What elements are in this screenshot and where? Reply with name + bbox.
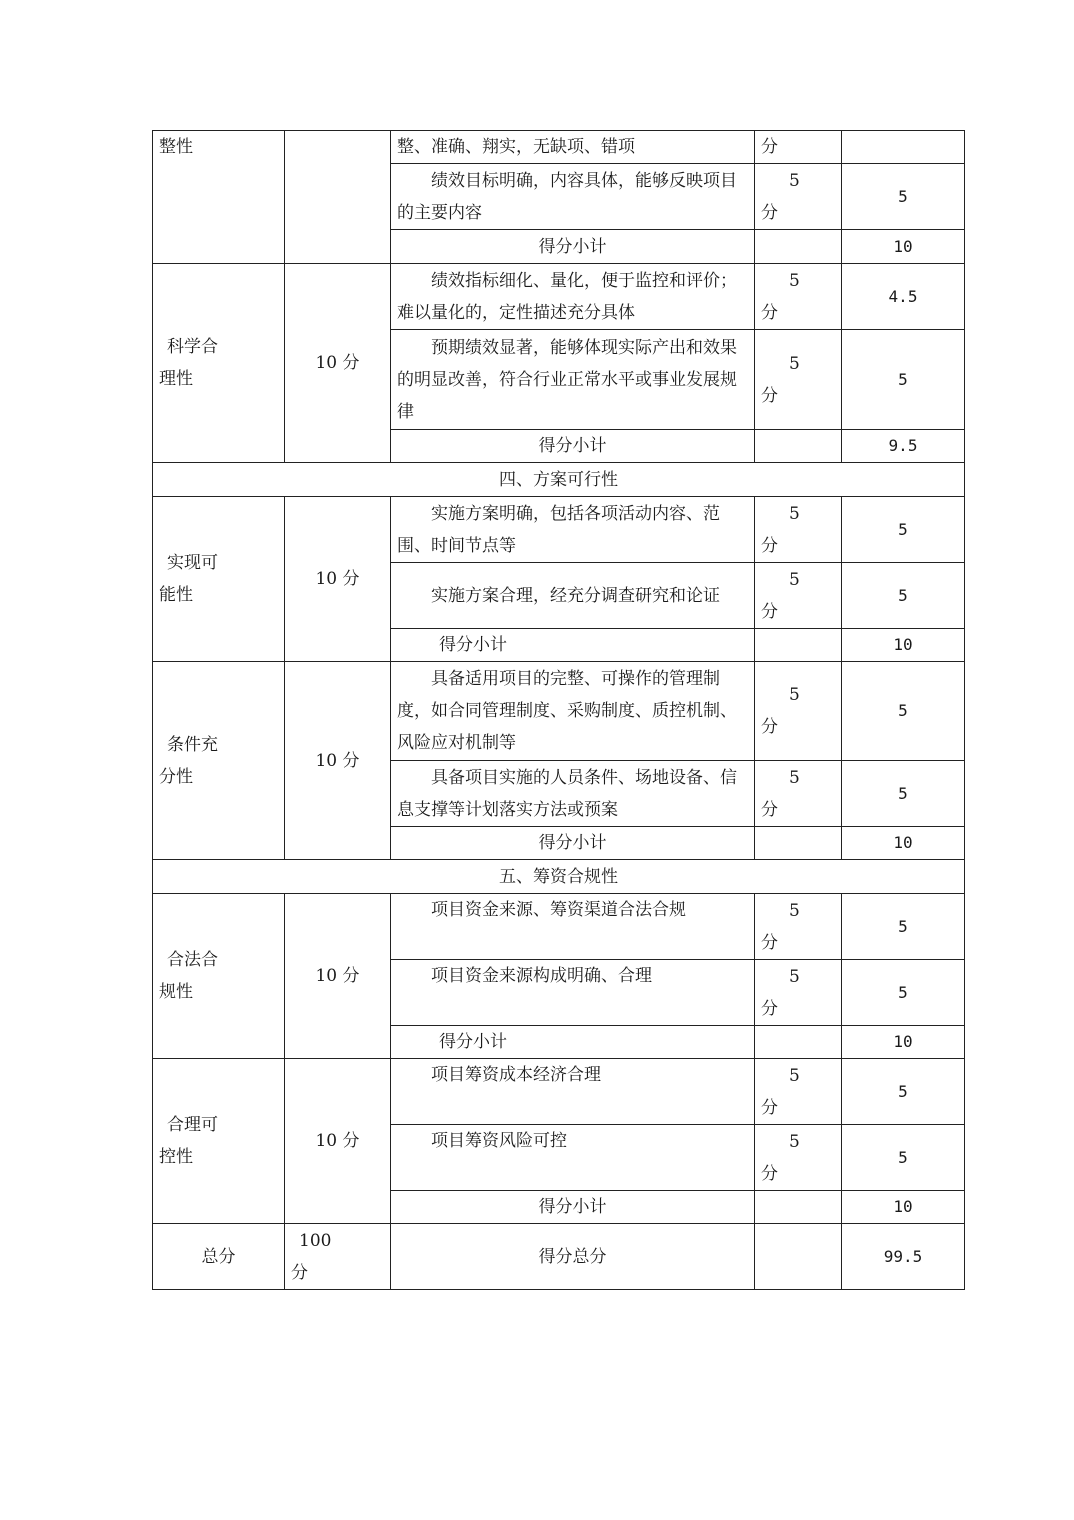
points-cell bbox=[755, 131, 842, 164]
section-title-text: 五、筹资合规性 bbox=[499, 866, 618, 887]
points-unit: 分 bbox=[761, 302, 778, 323]
table-row bbox=[153, 662, 965, 761]
criteria-text: 项目资金来源构成明确、合理 bbox=[431, 966, 652, 986]
subtotal-label bbox=[391, 629, 755, 662]
points-cell bbox=[755, 1191, 842, 1224]
criteria-cell bbox=[391, 761, 755, 827]
indicator-name-text: 整性 bbox=[159, 137, 193, 157]
table-row bbox=[153, 131, 965, 164]
weight-text: 10 分 bbox=[315, 1131, 360, 1151]
section-header-row bbox=[153, 860, 965, 894]
subtotal-value: 10 bbox=[893, 1032, 913, 1051]
criteria-cell bbox=[391, 131, 755, 164]
indicator-weight bbox=[285, 264, 391, 463]
criteria-text: 绩效目标明确，内容具体，能够反映项目的主要内容 bbox=[397, 170, 737, 223]
subtotal-value: 9.5 bbox=[888, 436, 918, 455]
subtotal-score bbox=[842, 1191, 965, 1224]
indicator-name-text: 条件充 bbox=[167, 734, 218, 755]
score-value: 5 bbox=[898, 186, 908, 206]
points-value: 5 bbox=[789, 170, 800, 191]
subtotal-label bbox=[391, 1191, 755, 1224]
section-header-row bbox=[153, 463, 965, 497]
score-value: 5 bbox=[898, 1081, 908, 1101]
points-cell bbox=[755, 894, 842, 960]
total-score-label bbox=[391, 1224, 755, 1290]
subtotal-label bbox=[391, 230, 755, 264]
criteria-cell bbox=[391, 662, 755, 761]
criteria-cell bbox=[391, 264, 755, 330]
criteria-cell bbox=[391, 960, 755, 1026]
subtotal-score bbox=[842, 230, 965, 264]
indicator-name-text: 合法合 bbox=[167, 950, 218, 970]
subtotal-label bbox=[391, 827, 755, 860]
subtotal-score bbox=[842, 827, 965, 860]
subtotal-value: 10 bbox=[893, 833, 913, 852]
points-value: 5 bbox=[789, 503, 800, 524]
indicator-name-text: 规性 bbox=[159, 982, 193, 1002]
total-weight-unit: 分 bbox=[291, 1262, 308, 1283]
points-cell bbox=[755, 264, 842, 330]
points-cell bbox=[755, 164, 842, 230]
weight-text: 10 分 bbox=[315, 569, 360, 589]
score-cell bbox=[842, 662, 965, 761]
criteria-cell bbox=[391, 164, 755, 230]
points-cell bbox=[755, 1026, 842, 1059]
points-value: 5 bbox=[789, 966, 800, 987]
points-cell bbox=[755, 563, 842, 629]
section-title bbox=[153, 860, 965, 894]
subtotal-label-text: 得分小计 bbox=[439, 635, 507, 655]
points-cell bbox=[755, 1059, 842, 1125]
score-cell bbox=[842, 1125, 965, 1191]
indicator-name bbox=[153, 894, 285, 1059]
subtotal-label-text: 得分小计 bbox=[538, 1197, 607, 1217]
indicator-name bbox=[153, 662, 285, 860]
points-cell bbox=[755, 1125, 842, 1191]
criteria-cell bbox=[391, 1125, 755, 1191]
points-unit: 分 bbox=[761, 1163, 778, 1184]
criteria-text: 实施方案明确，包括各项活动内容、范围、时间节点等 bbox=[397, 503, 720, 556]
points-cell bbox=[755, 330, 842, 430]
criteria-text: 项目筹资风险可控 bbox=[431, 1131, 567, 1151]
score-value: 5 bbox=[898, 916, 908, 936]
points-unit: 分 bbox=[761, 1097, 778, 1118]
points-unit: 分 bbox=[761, 799, 778, 820]
points-unit: 分 bbox=[761, 932, 778, 953]
score-value: 5 bbox=[898, 1147, 908, 1167]
score-cell bbox=[842, 330, 965, 430]
points-value: 5 bbox=[789, 685, 800, 705]
weight-text: 10 分 bbox=[315, 353, 360, 373]
points-unit: 分 bbox=[761, 137, 778, 157]
points-cell bbox=[755, 629, 842, 662]
subtotal-score bbox=[842, 1026, 965, 1059]
criteria-cell bbox=[391, 497, 755, 563]
subtotal-label bbox=[391, 1026, 755, 1059]
criteria-text: 项目筹资成本经济合理 bbox=[431, 1065, 601, 1085]
table-row bbox=[153, 264, 965, 330]
total-score-label-text: 得分总分 bbox=[538, 1246, 607, 1267]
subtotal-score bbox=[842, 430, 965, 463]
section-title-text: 四、方案可行性 bbox=[499, 469, 618, 490]
points-value: 5 bbox=[789, 569, 800, 590]
points-unit: 分 bbox=[761, 601, 778, 622]
score-cell bbox=[842, 497, 965, 563]
criteria-text: 具备适用项目的完整、可操作的管理制度，如合同管理制度、采购制度、质控机制、风险应对机制等 bbox=[397, 669, 737, 753]
points-value: 5 bbox=[789, 767, 800, 788]
criteria-cell bbox=[391, 330, 755, 430]
score-value: 5 bbox=[898, 701, 908, 720]
score-cell bbox=[842, 131, 965, 164]
points-value: 5 bbox=[789, 270, 800, 291]
indicator-name-text: 能性 bbox=[159, 585, 193, 605]
indicator-name-text: 科学合 bbox=[167, 337, 218, 357]
subtotal-label bbox=[391, 430, 755, 463]
total-label-text: 总分 bbox=[201, 1246, 236, 1267]
points-value: 5 bbox=[789, 353, 800, 374]
indicator-name-text: 分性 bbox=[159, 766, 193, 787]
criteria-cell bbox=[391, 1059, 755, 1125]
subtotal-label-text: 得分小计 bbox=[538, 833, 607, 853]
indicator-name-text: 理性 bbox=[159, 369, 193, 389]
criteria-text: 绩效指标细化、量化，便于监控和评价；难以量化的，定性描述充分具体 bbox=[397, 270, 737, 323]
score-value: 4.5 bbox=[888, 286, 918, 306]
indicator-name-text: 合理可 bbox=[167, 1115, 218, 1135]
points-value: 5 bbox=[789, 900, 800, 921]
subtotal-value: 10 bbox=[893, 1197, 913, 1216]
criteria-cell bbox=[391, 894, 755, 960]
subtotal-value: 10 bbox=[893, 236, 913, 256]
indicator-name-text: 实现可 bbox=[167, 553, 218, 573]
points-cell bbox=[755, 230, 842, 264]
points-unit: 分 bbox=[761, 998, 778, 1019]
score-cell bbox=[842, 563, 965, 629]
indicator-weight bbox=[285, 894, 391, 1059]
subtotal-value: 10 bbox=[893, 635, 913, 654]
indicator-weight bbox=[285, 131, 391, 264]
total-score bbox=[842, 1224, 965, 1290]
criteria-text: 预期绩效显著，能够体现实际产出和效果的明显改善，符合行业正常水平或事业发展规律 bbox=[397, 337, 737, 422]
points-unit: 分 bbox=[761, 385, 778, 406]
subtotal-label-text: 得分小计 bbox=[538, 436, 607, 456]
points-unit: 分 bbox=[761, 202, 778, 223]
subtotal-label-text: 得分小计 bbox=[439, 1032, 507, 1052]
score-cell bbox=[842, 264, 965, 330]
points-cell bbox=[755, 960, 842, 1026]
points-cell bbox=[755, 430, 842, 463]
indicator-weight bbox=[285, 497, 391, 662]
indicator-weight bbox=[285, 662, 391, 860]
points-cell bbox=[755, 497, 842, 563]
score-cell bbox=[842, 1059, 965, 1125]
points-cell bbox=[755, 662, 842, 761]
table-row bbox=[153, 1059, 965, 1125]
indicator-name-text: 控性 bbox=[159, 1147, 193, 1167]
weight-text: 10 分 bbox=[315, 966, 360, 986]
section-title bbox=[153, 463, 965, 497]
points-unit: 分 bbox=[761, 717, 778, 737]
points-unit: 分 bbox=[761, 535, 778, 556]
criteria-text: 实施方案合理，经充分调查研究和论证 bbox=[431, 585, 720, 606]
criteria-text: 整、准确、翔实，无缺项、错项 bbox=[397, 137, 635, 157]
subtotal-label-text: 得分小计 bbox=[538, 236, 607, 257]
points-value: 5 bbox=[789, 1065, 800, 1086]
points-cell bbox=[755, 761, 842, 827]
points-cell bbox=[755, 827, 842, 860]
score-value: 5 bbox=[898, 519, 908, 539]
subtotal-score bbox=[842, 629, 965, 662]
total-weight bbox=[285, 1224, 391, 1290]
criteria-cell bbox=[391, 563, 755, 629]
total-weight-value: 100 bbox=[299, 1230, 332, 1251]
points-cell bbox=[755, 1224, 842, 1290]
score-cell bbox=[842, 164, 965, 230]
indicator-name bbox=[153, 131, 285, 264]
criteria-text: 项目资金来源、筹资渠道合法合规 bbox=[431, 900, 686, 920]
score-value: 5 bbox=[898, 585, 908, 605]
table-row bbox=[153, 894, 965, 960]
total-label bbox=[153, 1224, 285, 1290]
score-cell bbox=[842, 761, 965, 827]
points-value: 5 bbox=[789, 1131, 800, 1152]
table-row bbox=[153, 497, 965, 563]
score-table bbox=[152, 130, 965, 1290]
score-value: 5 bbox=[898, 783, 908, 803]
total-score-value: 99.5 bbox=[883, 1246, 923, 1266]
score-cell bbox=[842, 894, 965, 960]
total-row bbox=[153, 1224, 965, 1290]
score-value: 5 bbox=[898, 369, 908, 389]
score-value: 5 bbox=[898, 982, 908, 1002]
indicator-name bbox=[153, 497, 285, 662]
indicator-name bbox=[153, 264, 285, 463]
weight-text: 10 分 bbox=[315, 750, 360, 771]
criteria-text: 具备项目实施的人员条件、场地设备、信息支撑等计划落实方法或预案 bbox=[397, 767, 737, 820]
indicator-weight bbox=[285, 1059, 391, 1224]
score-cell bbox=[842, 960, 965, 1026]
indicator-name bbox=[153, 1059, 285, 1224]
